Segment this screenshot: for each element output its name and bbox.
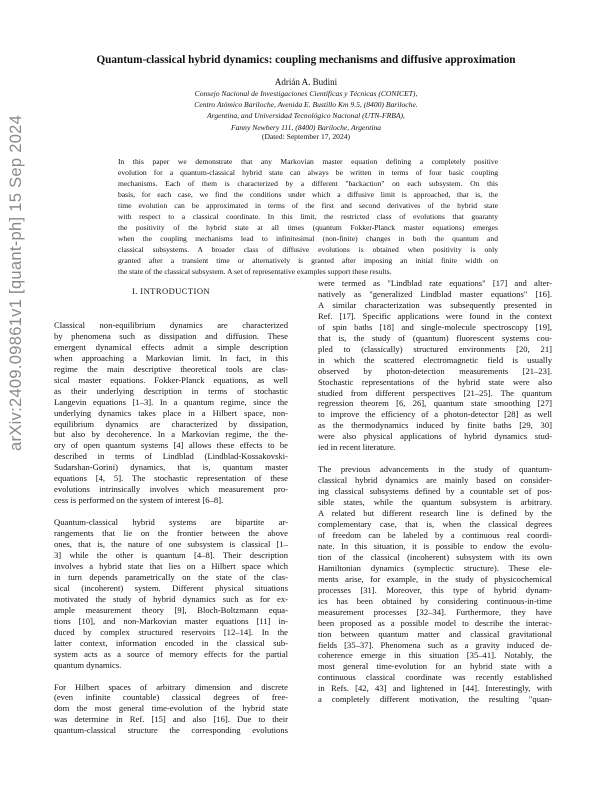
abstract-line: the state of the classical subsystem. A set of representative examples support these results. (118, 267, 392, 277)
abstract-line: the positivity of the hybrid state at all times (quantum Fokker-Planck master equations) emerges (118, 223, 498, 233)
text-line: (even infinite countable) classical degrees of free- (54, 692, 288, 703)
text-line: ics has been obtained by considering continuous-in-time (318, 595, 552, 606)
paper-title: Quantum-classical hybrid dynamics: coupling mechanisms and diffusive approximation (96, 54, 516, 66)
abstract-line: with respect to a classical coordinate. In this limit, the restricted class of evolutions that guaranty (118, 212, 498, 222)
text-line: dom the most general time-evolution of the hybrid state (54, 703, 288, 714)
right-column-body (318, 278, 552, 705)
affiliation-line: Fanny Newbery 111, (8400) Bariloche, Argentina (230, 122, 382, 132)
abstract-line: when the coupling mechanisms lead to infinitesimal (non-finite) changes in both the quantum and (118, 234, 498, 244)
affiliation (0, 88, 612, 133)
text-line: Hamiltonian dynamics (symplectic structure). These ele- (318, 562, 552, 573)
affiliation-line: Centro Atómico Bariloche, Avenida E. Bustillo Km 9.5, (8400) Bariloche. (194, 100, 418, 110)
text-line: ied in recent literature. (318, 442, 396, 453)
text-line: equilibrium dynamics are characterized by dissipation, (54, 418, 288, 429)
text-line: For Hilbert spaces of arbitrary dimension and discrete (54, 681, 288, 692)
text-line: measurement processes [32–34]. Furthermore, they have (318, 606, 552, 617)
abstract-line: evolution for a quantum-classical hybrid state can always be written in terms of four basic coupling (118, 168, 498, 178)
left-column (54, 286, 288, 736)
text-line: regime the main descriptive theoretical tools are clas- (54, 363, 288, 374)
affiliation-line: Argentina, and Universidad Tecnológico Nacional (UTN-FRBA), (207, 111, 405, 121)
text-line: a completely different motivation, the resulting "quan- (318, 694, 552, 705)
text-line: ments arise, for example, in the study of physicochemical (318, 573, 552, 584)
text-line: complementary case, that is, when the classical degrees (318, 519, 552, 530)
text-line: Quantum-classical hybrid systems are bipartite ar- (54, 517, 288, 528)
text-line: latter context, information encoded in the classical sub- (54, 637, 288, 648)
text-line: ory of open quantum systems [4] allows these effects to be (54, 440, 288, 451)
text-line: when approaching a Markovian limit. In fact, in this (54, 352, 288, 363)
text-line: were also physical applications of hybrid dynamics stud- (318, 431, 552, 442)
left-column-body (54, 320, 288, 736)
abstract (118, 156, 498, 278)
text-line: A similar characterization was subsequently presented in (318, 299, 552, 310)
text-line: tion between quantum matter and classical gravitational (318, 628, 552, 639)
abstract-line: mechanisms. Each of them is characterized by a different "backaction" on each subsystem. On this (118, 179, 498, 189)
text-line: in Refs. [42, 43] and lightened in [44]. Interestingly, with (318, 683, 552, 694)
text-line: been proposed as a possible model to describe the interac- (318, 617, 552, 628)
text-line: of freedom can be labeled by a continuous real coordi- (318, 529, 552, 540)
paragraph-gap (54, 506, 288, 517)
text-line: quantum dynamics. (54, 659, 122, 670)
text-line: Sudarshan-Gorini) dynamics, that is, quantum master (54, 462, 288, 473)
text-line: observed by photon-detection measurements [21–23]. (318, 365, 552, 376)
section-heading: I. INTRODUCTION (131, 286, 211, 296)
text-line: as their underlying description in terms of stochastic (54, 385, 288, 396)
text-line: motivated the study of hybrid dynamics such as for ex- (54, 593, 288, 604)
date-line: (Dated: September 17, 2024) (261, 132, 351, 141)
text-line: coherence emerge in this situation [35–41]. Notably, the (318, 650, 552, 661)
text-line: emergent dynamical effects admit a simple description (54, 341, 288, 352)
text-line: tions [10], and non-Markovian master equations [11] in- (54, 615, 288, 626)
text-line: ample measurement theory [9], Bloch-Boltzmann equa- (54, 604, 288, 615)
text-line: involves a hybrid state that lies on a Hilbert space which (54, 560, 288, 571)
text-line: in turn depends parametrically on the state of the clas- (54, 571, 288, 582)
abstract-line: In this paper we demonstrate that any Markovian master equation defining a completely positive (118, 157, 498, 166)
abstract-line: granted after a transient time or alternatively is granted after imposing an initial finite width on (118, 256, 498, 266)
text-line: in which the scattered electromagnetic field is usually (318, 354, 552, 365)
affiliation-line: Consejo Nacional de Investigaciones Científicas y Técnicas (CONICET), (194, 89, 418, 98)
text-line: 3] while the other is quantum [4–8]. Their description (54, 550, 288, 561)
text-line: cess is performed on the system of interest [6–8]. (54, 495, 224, 506)
text-line: most general time-evolution for an hybrid state with a (318, 661, 552, 672)
text-line: Classical non-equilibrium dynamics are characterized (54, 319, 288, 330)
text-line: but also by decoherence. In a Markovian regime, the the- (54, 429, 288, 440)
text-line: classical hybrid dynamics are mainly based on consider- (318, 475, 552, 486)
text-line: duced by complex structured reservoirs [12–14]. In the (54, 626, 288, 637)
text-line: as the thermodynamics induced by finite baths [29, 30] (318, 420, 552, 431)
text-line: Langevin equations [1–3]. In a quantum regime, since the (54, 396, 288, 407)
arxiv-identifier-stamp[interactable]: arXiv:2409.09861v1 [quant-ph] 15 Sep 2024 (7, 114, 25, 451)
text-line: Stochastic representations of the hybrid state were also (318, 376, 552, 387)
text-line: tion of the classical (incoherent) subsystem with its own (318, 551, 552, 562)
text-line: system acts as a source of memory effects for the partial (54, 648, 288, 659)
author-name: Adrián A. Budini (274, 77, 338, 87)
text-line: Ref. [17]. Specific applications were found in the context (318, 310, 552, 321)
abstract-line: classical subsystems. A broader class of diffusive evolutions is obtained when positivity is only (118, 245, 498, 255)
text-line: ones, that is, the nature of one subsystem is classical [1– (54, 539, 288, 550)
text-line: sical master equations. Fokker-Planck equations, as well (54, 374, 288, 385)
text-line: nate. In this situation, it is possible to endow the evolu- (318, 540, 552, 551)
text-line: processes [31]. Moreover, this type of hybrid dynam- (318, 584, 552, 595)
abstract-line: basis, for each case, we find the conditions under which a diffusive limit is approached, that is, the (118, 190, 498, 200)
text-line: The previous advancements in the study of quantum- (318, 464, 552, 475)
text-line: continuous classical coordinate was recently established (318, 672, 552, 683)
right-column (318, 278, 552, 705)
text-line: fields [35–37]. Phenomena such as a gravity induced de- (318, 639, 552, 650)
text-line: quantum-classical structure the corresponding evolutions (54, 725, 288, 736)
text-line: were termed as "Lindblad rate equations" [17] and alter- (318, 278, 552, 288)
paragraph-gap (318, 453, 552, 464)
text-line: A related but different research line is defined by the (318, 508, 552, 519)
text-line: sical (incoherent) system. Different physical situations (54, 582, 288, 593)
text-line: evolutions intrinsically involves which measurement pro- (54, 484, 288, 495)
text-line: equations [4, 5]. The stochastic representation of these (54, 473, 288, 484)
text-line: rangements that lie on the frontier between the above (54, 528, 288, 539)
abstract-line: time evolution can be approximated in terms of the first and second derivatives of the hybrid state (118, 201, 498, 211)
text-line: was determine in Ref. [15] and also [16]. Due to their (54, 714, 288, 725)
text-line: that is, the study of (quantum) fluorescent systems cou- (318, 332, 552, 343)
text-line: pled to (classically) structured environments [20, 21] (318, 343, 552, 354)
text-line: to improve the efficiency of a photon-detector [28] as well (318, 409, 552, 420)
text-line: underlying dynamics takes place in a Hilbert space, non- (54, 407, 288, 418)
text-line: regression theorem [6, 26], quantum state smoothing [27] (318, 398, 552, 409)
text-line: described in terms of Lindblad (Lindblad-Kossakovski- (54, 451, 288, 462)
text-line: studied from different perspectives [21–25]. The quantum (318, 387, 552, 398)
paragraph-gap (54, 671, 288, 682)
text-line: by phenomena such as dissipation and diffusion. These (54, 330, 288, 341)
text-line: sible states, while the quantum subsystem is arbitrary. (318, 497, 552, 508)
text-line: ing classical subsystems defined by a countable set of pos- (318, 486, 552, 497)
text-line: natively as "generalized Lindblad master equations" [16]. (318, 288, 552, 299)
text-line: of spin baths [18] and single-molecule spectroscopy [19], (318, 321, 552, 332)
